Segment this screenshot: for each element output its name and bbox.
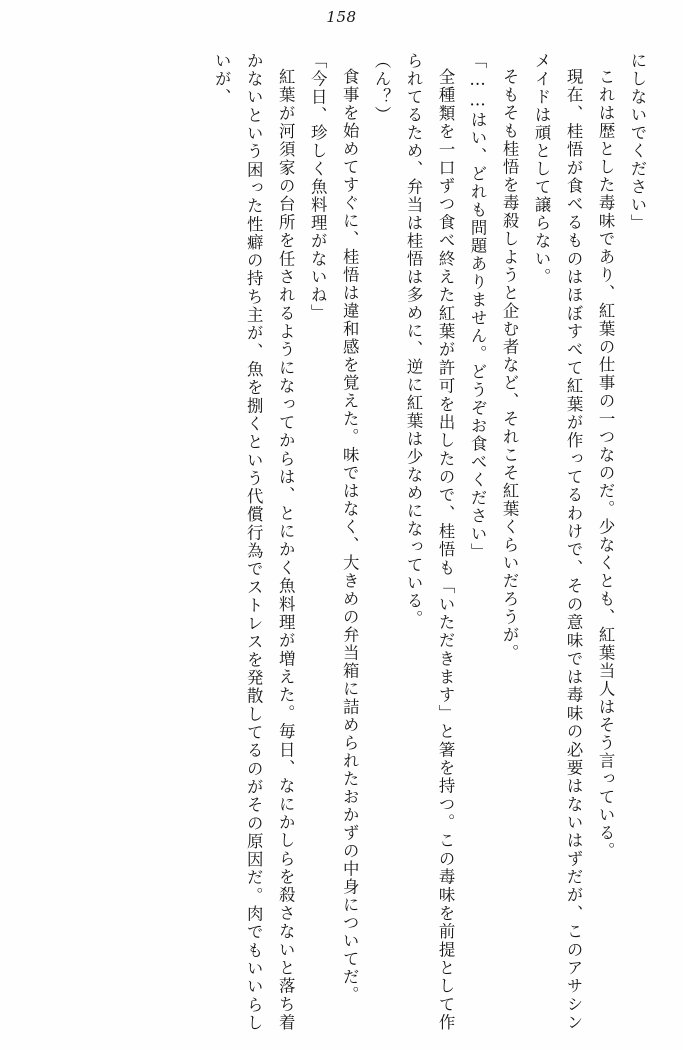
paragraph: 食事を始めてすぐに、桂悟は違和感を覚えた。味ではなく、大きめの弁当箱に詰められたおかずの中身についてだ。: [340, 68, 360, 1005]
page-number: 158: [326, 8, 357, 26]
paragraph: 現在、桂悟が食べるものはほぼすべて紅葉が作ってるわけで、その意味では毒味の必要はないはずだが、このアサシンメイドは頑として譲らない。: [532, 52, 584, 1032]
paragraph: 全種類を一口ずつ食べ終えた紅葉が許可を出したので、桂悟も「いただきます」と箸を持つ。この毒味を前提として作られてるため、弁当は桂悟は多めに、逆に紅葉は少なめになっている。: [404, 52, 456, 1032]
paragraph: （ん？）: [372, 52, 392, 124]
page-text-body: [30, 52, 653, 1032]
paragraph: これは歴とした毒味であり、紅葉の仕事の一つなのだ。少なくとも、紅葉当人はそう言っている。: [596, 68, 616, 861]
paragraph: 「……はい、どれも問題ありません。どうぞお食べください」: [468, 52, 488, 562]
paragraph: 「今日、珍しく魚料理がないね」: [308, 52, 328, 322]
paragraph: 紅葉が河須家の台所を任されるようになってからは、とにかく魚料理が増えた。毎日、なにかしらを殺さないと落ち着かないという困った性癖の持ち主が、魚を捌くという代償行為でストレスを発散してるのがその原因だ。肉でもいいらしいが、: [212, 52, 296, 1032]
paragraph: そもそも桂悟を毒殺しようと企む者など、それこそ紅葉くらいだろうが。: [500, 68, 520, 663]
paragraph: にしないでください」: [628, 52, 647, 232]
